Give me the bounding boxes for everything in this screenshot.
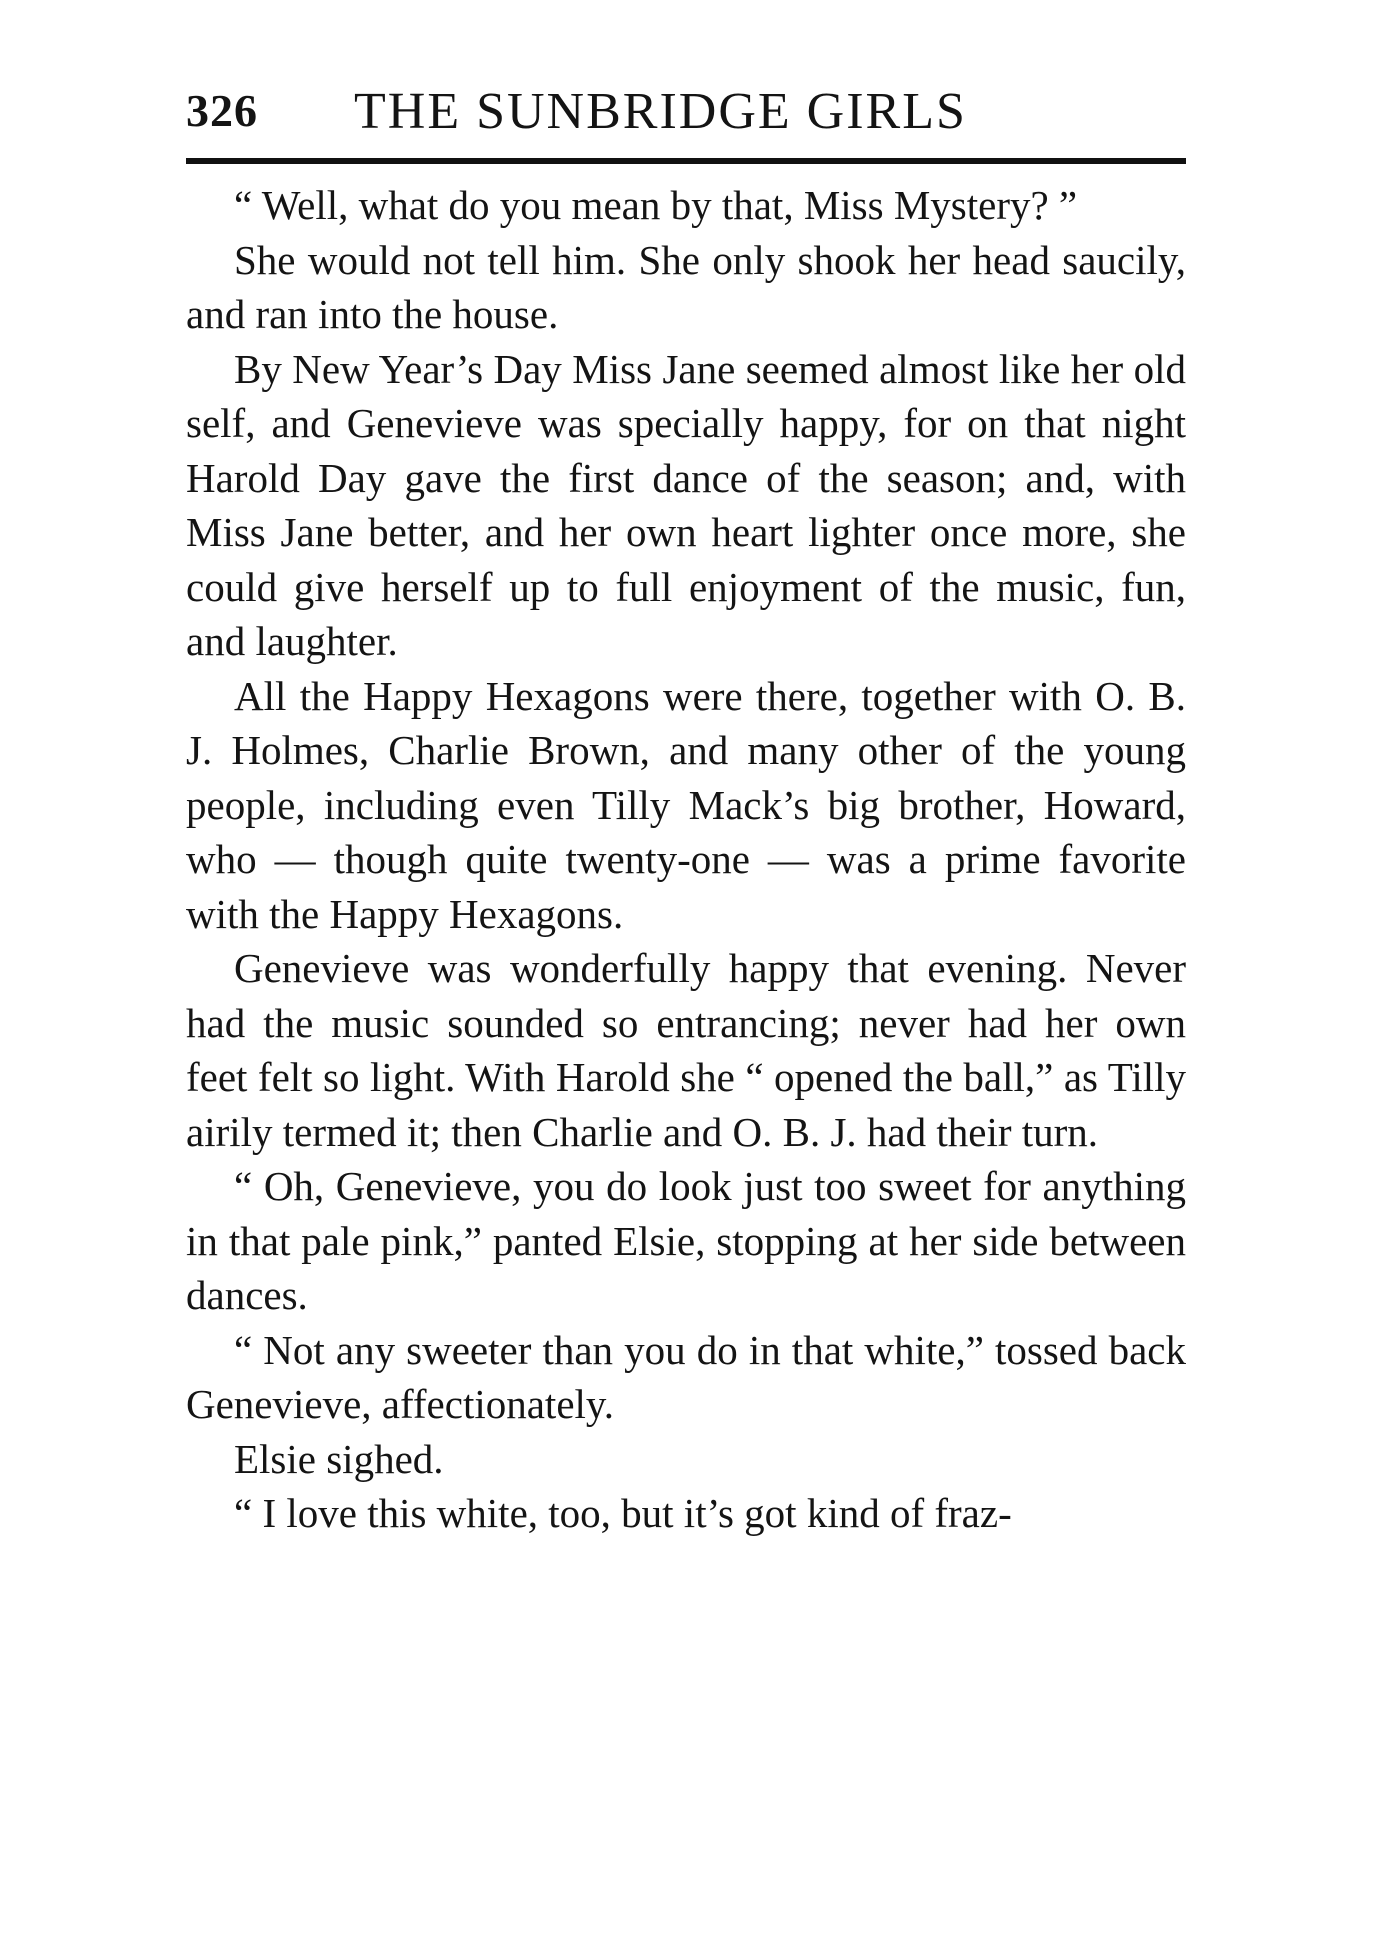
- book-page: [186, 78, 1186, 1541]
- body-text: [186, 178, 1186, 1541]
- page-header: [186, 78, 1186, 158]
- paragraph: By New Year’s Day Miss Jane seemed almost like her old self, and Genevieve was specially happy, for on that night Harold Day gave the first dance of the season; and, with Miss Jane better, and her own heart lighter once more, she could give herself up to full enjoyment of the music, fun, and laughter.: [186, 345, 1186, 664]
- page-number: 326: [186, 85, 258, 136]
- paragraph: Genevieve was wonderfully happy that evening. Never had the music sounded so entrancing; never had her own feet felt so light. With Harold she “ opened the ball,” as Tilly airily termed it; then Charlie and O. B. J. had their turn.: [186, 945, 1186, 1155]
- running-title: THE SUNBRIDGE GIRLS: [354, 83, 967, 140]
- paragraph: “ I love this white, too, but it’s got kind of fraz-: [234, 1490, 1012, 1536]
- header-rule: [186, 158, 1186, 164]
- paragraph: All the Happy Hexagons were there, together with O. B. J. Holmes, Charlie Brown, and many other of the young people, including even Tilly Mack’s big brother, Howard, who — though quite twenty-one — was a prime favorite with the Happy Hexagons.: [186, 672, 1186, 937]
- paragraph: Elsie sighed.: [234, 1435, 444, 1482]
- paragraph: “ Not any sweeter than you do in that white,” tossed back Genevieve, affectionately.: [186, 1326, 1186, 1427]
- paragraph: She would not tell him. She only shook her head saucily, and ran into the house.: [186, 236, 1186, 337]
- paragraph: “ Oh, Genevieve, you do look just too sweet for anything in that pale pink,” panted Elsie, stopping at her side between dances.: [186, 1163, 1186, 1318]
- paragraph: “ Well, what do you mean by that, Miss Mystery? ”: [234, 182, 1078, 228]
